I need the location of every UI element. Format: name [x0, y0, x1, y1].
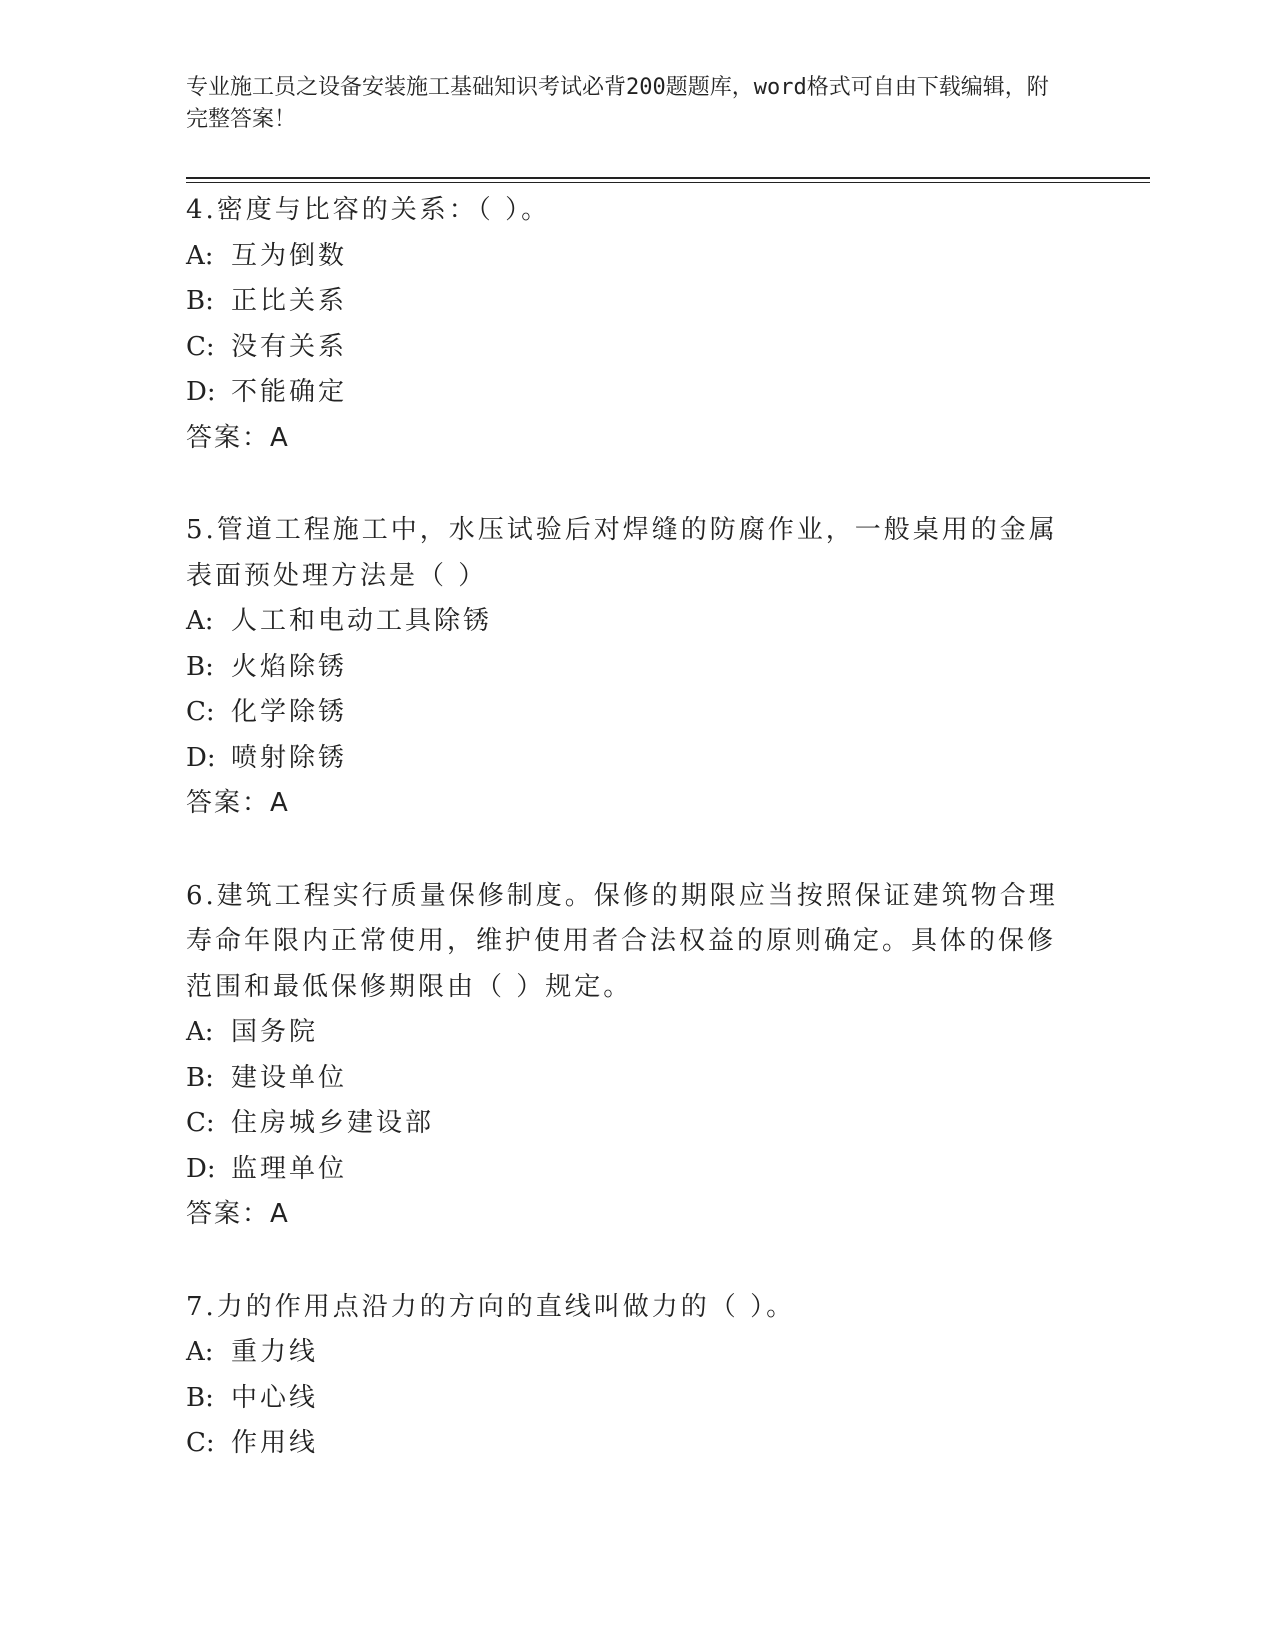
- option-d: [186, 370, 1066, 416]
- option-text: 没有关系: [231, 331, 348, 362]
- question-stem: 6.建筑工程实行质量保修制度。保修的期限应当按照保证建筑物合理寿命年限内正常使用，维护使用者合法权益的原则确定。具体的保修范围和最低保修期限由（ ）规定。: [186, 880, 1058, 1002]
- option-text: 中心线: [231, 1382, 319, 1413]
- question-stem: 4.密度与比容的关系：（ ）。: [186, 195, 551, 225]
- option-text: 不能确定: [231, 377, 348, 407]
- document-header: 专业施工员之设备安装施工基础知识考试必背200题题库，word格式可自由下载编辑，附完整答案！: [186, 75, 1049, 132]
- option-a: [186, 234, 1066, 280]
- option-letter: D:: [186, 377, 216, 407]
- option-letter: D:: [186, 1153, 216, 1184]
- option-d: [186, 1147, 1066, 1193]
- option-letter: B:: [186, 286, 214, 316]
- option-text: 喷射除锈: [231, 742, 348, 773]
- answer-line: 答案：A: [186, 788, 290, 818]
- option-letter: A:: [186, 606, 214, 636]
- option-letter: B:: [186, 1062, 214, 1093]
- option-text: 重力线: [231, 1337, 319, 1367]
- option-b: [186, 279, 1066, 325]
- question-stem: 5.管道工程施工中，水压试验后对焊缝的防腐作业，一般桌用的金属表面预处理方法是（ ）: [186, 515, 1058, 591]
- option-text: 火焰除锈: [231, 651, 348, 682]
- option-c: [186, 325, 1066, 371]
- option-d: [186, 736, 1066, 782]
- question-stem: 7.力的作用点沿力的方向的直线叫做力的（ ）。: [186, 1291, 796, 1322]
- option-a: [186, 1330, 1066, 1376]
- option-text: 国务院: [231, 1017, 319, 1047]
- option-letter: B:: [186, 651, 214, 682]
- option-letter: C:: [186, 697, 215, 727]
- option-letter: C:: [186, 1428, 215, 1458]
- header-rule-thin: [186, 182, 1150, 183]
- question-7: [186, 1285, 1066, 1467]
- question-list: [186, 188, 1066, 1514]
- option-text: 建设单位: [231, 1062, 348, 1093]
- question-5: [186, 508, 1066, 827]
- option-letter: A:: [186, 1017, 214, 1047]
- option-letter: A:: [186, 240, 214, 271]
- header-rule-thick: [186, 177, 1150, 179]
- option-letter: C:: [186, 331, 215, 362]
- option-c: [186, 1421, 1066, 1467]
- option-text: 正比关系: [231, 286, 348, 316]
- option-b: [186, 645, 1066, 691]
- option-text: 住房城乡建设部: [231, 1108, 435, 1138]
- question-6: [186, 874, 1066, 1238]
- option-text: 作用线: [231, 1428, 319, 1458]
- answer-line: 答案：A: [186, 422, 290, 453]
- option-letter: D:: [186, 742, 216, 773]
- option-text: 监理单位: [231, 1153, 348, 1184]
- option-text: 化学除锈: [231, 697, 348, 727]
- option-letter: C:: [186, 1108, 215, 1138]
- option-c: [186, 1101, 1066, 1147]
- option-c: [186, 690, 1066, 736]
- answer-line: 答案：A: [186, 1199, 290, 1229]
- question-4: [186, 188, 1066, 461]
- option-letter: A:: [186, 1337, 214, 1367]
- option-a: [186, 599, 1066, 645]
- option-b: [186, 1056, 1066, 1102]
- option-b: [186, 1376, 1066, 1422]
- option-text: 人工和电动工具除锈: [231, 606, 493, 636]
- option-text: 互为倒数: [231, 240, 348, 271]
- option-letter: B:: [186, 1382, 214, 1413]
- option-a: [186, 1010, 1066, 1056]
